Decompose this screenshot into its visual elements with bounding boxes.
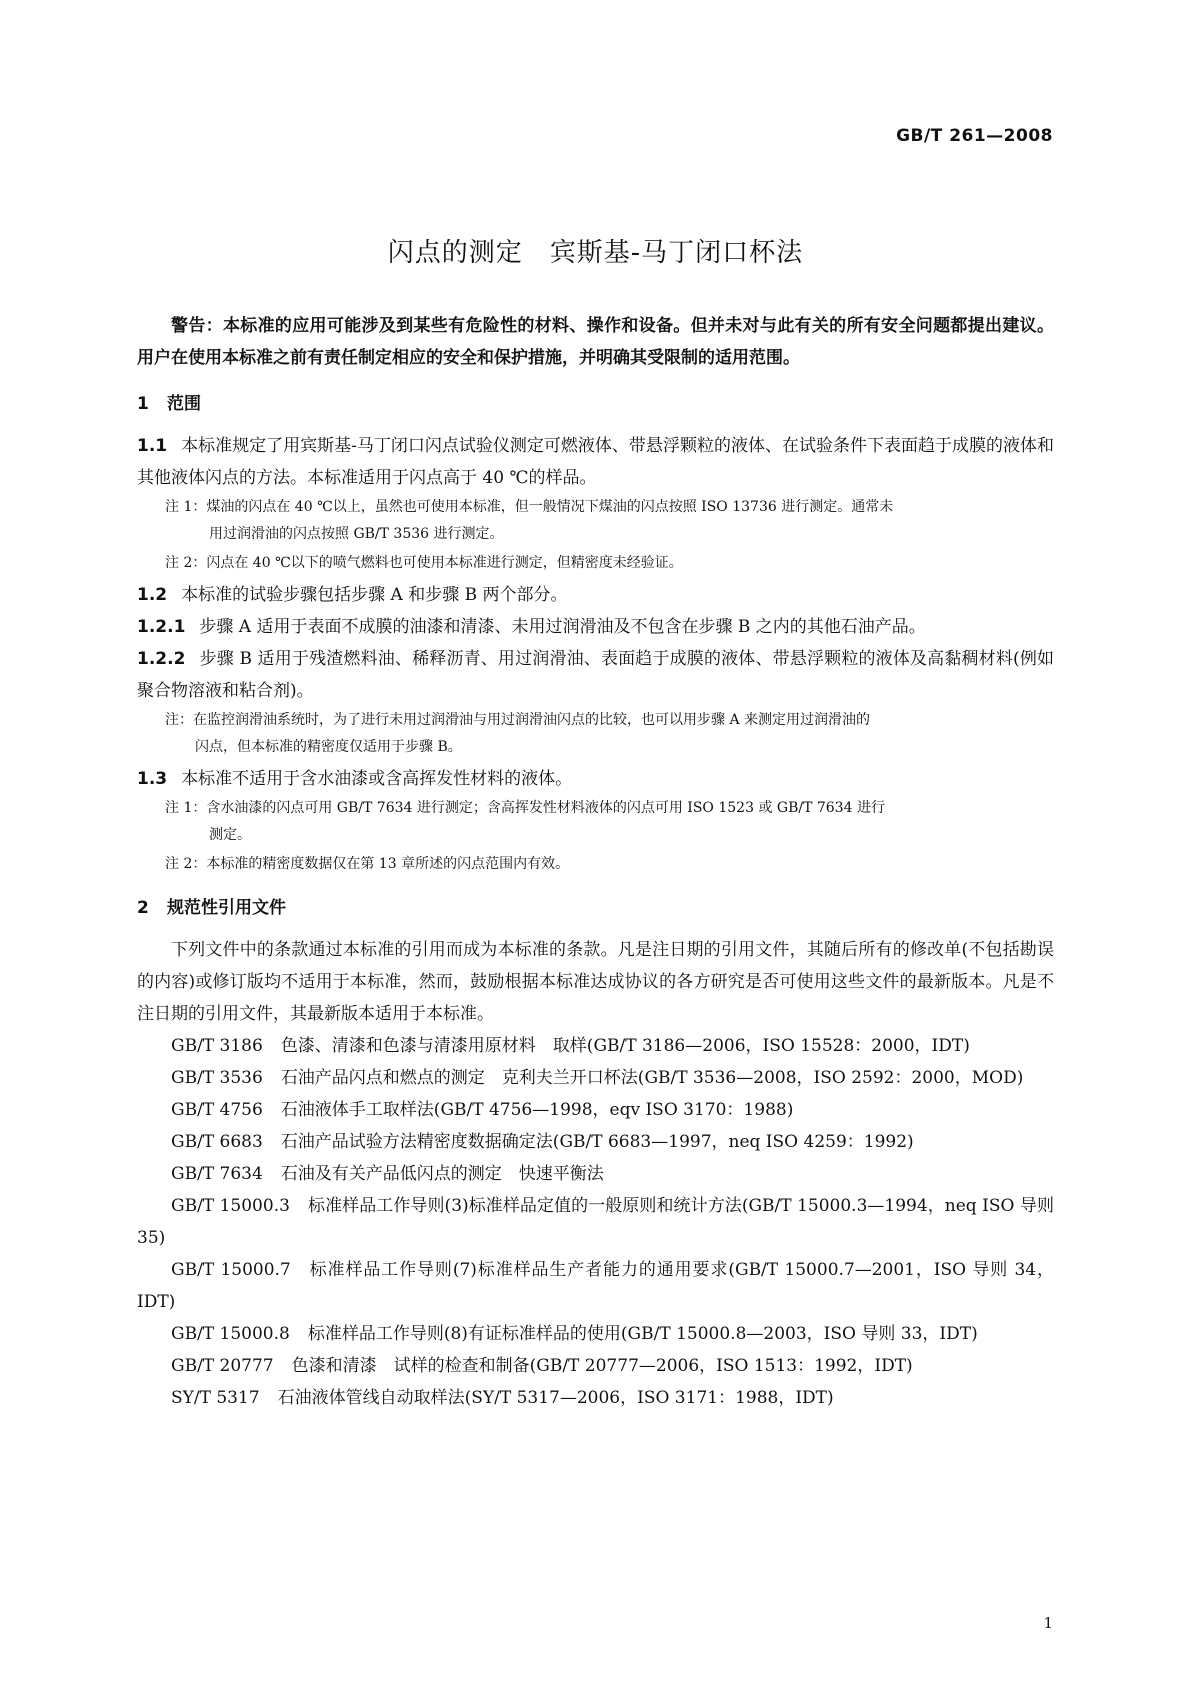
clause-1-3 <box>137 763 1054 795</box>
reference-code: SY/T 5317 <box>171 1388 260 1408</box>
reference-code: GB/T 6683 <box>171 1132 263 1152</box>
clause-1-2-1-number: 1.2.1 <box>137 617 186 637</box>
note-1-1-1-line-a: 注 1：煤油的闪点在 40 ℃以上，虽然也可使用本标准，但一般情况下煤油的闪点按照 ISO 13736 进行测定。通常未 <box>165 499 894 515</box>
document-title: 闪点的测定 宾斯基-马丁闭口杯法 <box>387 238 804 268</box>
reference-text: 标准样品工作导则(8)有证标准样品的使用(GB/T 15000.8—2003，ISO 导则 33，IDT) <box>307 1324 978 1344</box>
section-1-heading <box>137 388 1054 420</box>
reference-code: GB/T 20777 <box>171 1356 274 1376</box>
clause-1-2-number: 1.2 <box>137 585 168 605</box>
reference-item <box>137 1094 1054 1126</box>
section-2-number: 2 <box>137 898 149 918</box>
reference-text: 标准样品工作导则(3)标准样品定值的一般原则和统计方法(GB/T 15000.3—1994，neq ISO 导则 35) <box>137 1196 1054 1248</box>
reference-text: 石油液体手工取样法(GB/T 4756—1998，eqv ISO 3170：1988) <box>280 1100 794 1120</box>
reference-text: 色漆和清漆 试样的检查和制备(GB/T 20777—2006，ISO 1513：1992，IDT) <box>291 1356 913 1376</box>
reference-item <box>137 1190 1054 1254</box>
reference-code: GB/T 3536 <box>171 1068 263 1088</box>
note-1-3-1 <box>137 795 1054 849</box>
note-1-1-2: 注 2：闪点在 40 ℃以下的喷气燃料也可使用本标准进行测定，但精密度未经验证。 <box>165 555 683 571</box>
clause-1-2-2 <box>137 643 1054 707</box>
reference-item <box>137 1126 1054 1158</box>
reference-code: GB/T 3186 <box>171 1036 263 1056</box>
clause-1-1 <box>137 430 1054 494</box>
note-1-3-1-line-a: 注 1：含水油漆的闪点可用 GB/T 7634 进行测定；含高挥发性材料液体的闪点可用 ISO 1523 或 GB/T 7634 进行 <box>165 800 885 816</box>
section-2-intro: 下列文件中的条款通过本标准的引用而成为本标准的条款。凡是注日期的引用文件，其随后所有的修改单(不包括勘误的内容)或修订版均不适用于本标准，然而，鼓励根据本标准达成协议的各方研究是否可使用这些文件的最新版本。凡是不注日期的引用文件，其最新版本适用于本标准。 <box>137 940 1054 1024</box>
reference-code: GB/T 15000.8 <box>171 1324 290 1344</box>
clause-1-2-2-number: 1.2.2 <box>137 649 186 669</box>
section-1-title: 范围 <box>167 394 201 414</box>
clause-1-2-1-text: 步骤 A 适用于表面不成膜的油漆和清漆、未用过润滑油及不包含在步骤 B 之内的其他石油产品。 <box>199 617 926 637</box>
reference-text: 石油液体管线自动取样法(SY/T 5317—2006，ISO 3171：1988，IDT) <box>277 1388 834 1408</box>
reference-code: GB/T 15000.7 <box>171 1260 291 1280</box>
reference-item <box>137 1254 1054 1318</box>
section-1-number: 1 <box>137 394 149 414</box>
reference-item <box>137 1350 1054 1382</box>
clause-1-2-1 <box>137 611 1054 643</box>
reference-code: GB/T 7634 <box>171 1164 263 1184</box>
reference-item <box>137 1318 1054 1350</box>
reference-list <box>137 1030 1054 1414</box>
reference-text: 标准样品工作导则(7)标准样品生产者能力的通用要求(GB/T 15000.7—2001，ISO 导则 34，IDT) <box>137 1260 1055 1312</box>
page-number: 1 <box>1043 1614 1053 1632</box>
section-2-title: 规范性引用文件 <box>167 898 286 918</box>
note-1-2-2 <box>137 707 1054 761</box>
clause-1-3-number: 1.3 <box>137 769 168 789</box>
clause-1-2 <box>137 579 1054 611</box>
reference-text: 石油产品闪点和燃点的测定 克利夫兰开口杯法(GB/T 3536—2008，ISO 2592：2000，MOD) <box>280 1068 1024 1088</box>
reference-item <box>137 1030 1054 1062</box>
clause-1-2-text: 本标准的试验步骤包括步骤 A 和步骤 B 两个部分。 <box>181 585 568 605</box>
note-1-1-1-line-b: 用过润滑油的闪点按照 GB/T 3536 进行测定。 <box>209 526 504 542</box>
reference-code: GB/T 15000.3 <box>171 1196 290 1216</box>
note-1-1-1 <box>137 494 1054 548</box>
warning-paragraph: 警告：本标准的应用可能涉及到某些有危险性的材料、操作和设备。但并未对与此有关的所有安全问题都提出建议。用户在使用本标准之前有责任制定相应的安全和保护措施，并明确其受限制的适用范围。 <box>137 316 1054 368</box>
reference-text: 石油产品试验方法精密度数据确定法(GB/T 6683—1997，neq ISO 4259：1992) <box>280 1132 914 1152</box>
section-2-heading <box>137 892 1054 924</box>
reference-item <box>137 1062 1054 1094</box>
document-body <box>137 310 1054 1414</box>
note-1-3-1-line-b: 测定。 <box>209 827 251 843</box>
note-1-2-2-line-a: 注：在监控润滑油系统时，为了进行未用过润滑油与用过润滑油闪点的比较，也可以用步骤 A 来测定用过润滑油的 <box>165 712 871 728</box>
standard-code: GB/T 261—2008 <box>896 126 1053 146</box>
reference-text: 石油及有关产品低闪点的测定 快速平衡法 <box>280 1164 604 1184</box>
note-1-2-2-line-b: 闪点，但本标准的精密度仅适用于步骤 B。 <box>195 739 462 755</box>
reference-item <box>137 1382 1054 1414</box>
clause-1-1-text: 本标准规定了用宾斯基-马丁闭口闪点试验仪测定可燃液体、带悬浮颗粒的液体、在试验条件下表面趋于成膜的液体和其他液体闪点的方法。本标准适用于闪点高于 40 ℃的样品。 <box>137 436 1054 488</box>
reference-code: GB/T 4756 <box>171 1100 263 1120</box>
reference-text: 色漆、清漆和色漆与清漆用原材料 取样(GB/T 3186—2006，ISO 15528：2000，IDT) <box>280 1036 970 1056</box>
clause-1-1-number: 1.1 <box>137 436 168 456</box>
note-1-3-2: 注 2：本标准的精密度数据仅在第 13 章所述的闪点范围内有效。 <box>165 856 570 872</box>
clause-1-3-text: 本标准不适用于含水油漆或含高挥发性材料的液体。 <box>181 769 573 789</box>
clause-1-2-2-text: 步骤 B 适用于残渣燃料油、稀释沥青、用过润滑油、表面趋于成膜的液体、带悬浮颗粒的液体及高黏稠材料(例如聚合物溶液和粘合剂)。 <box>137 649 1054 701</box>
reference-item <box>137 1158 1054 1190</box>
